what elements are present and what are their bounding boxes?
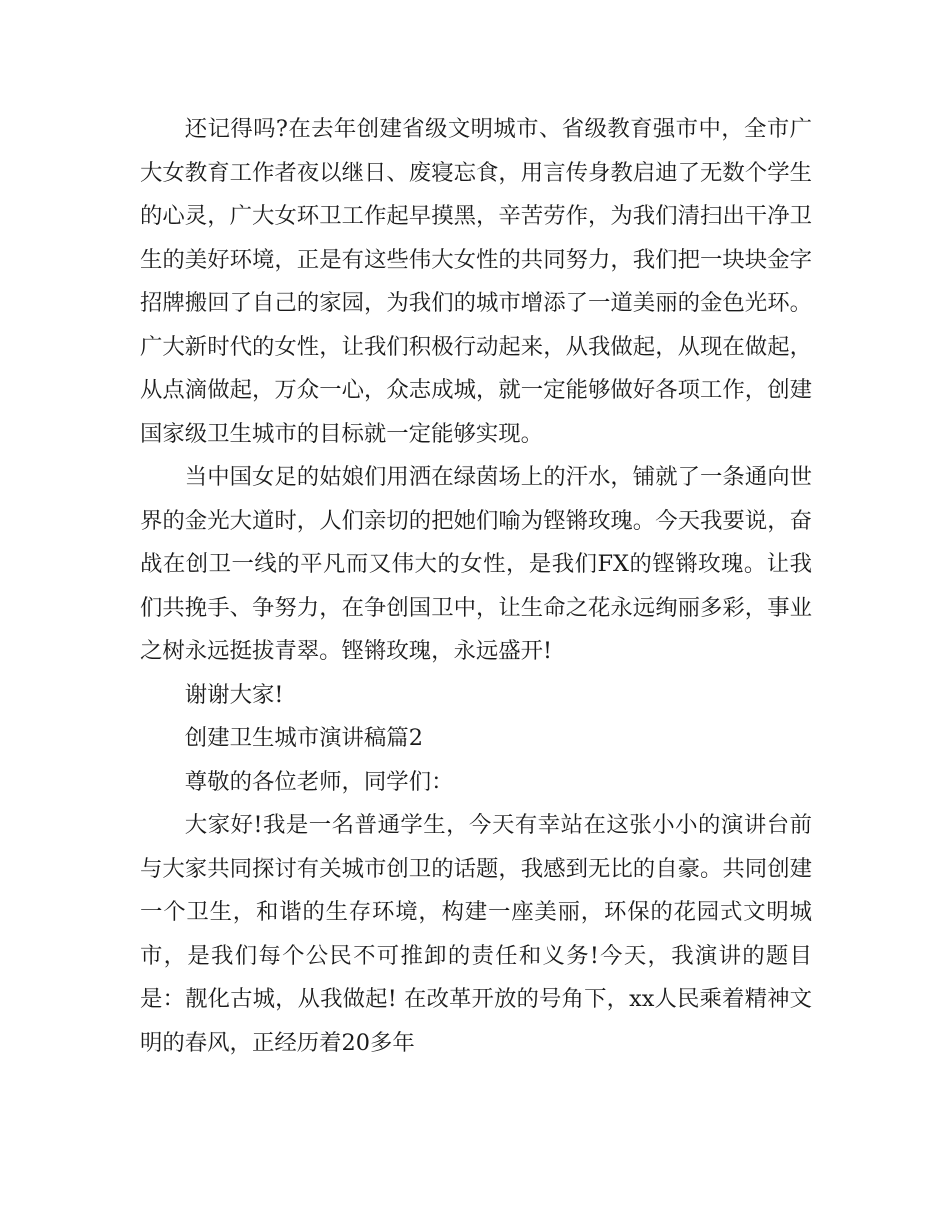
paragraph-3: 大家好!我是一名普通学生，今天有幸站在这张小小的演讲台前与大家共同探讨有关城市创卫的话题，我感到无比的自豪。共同创建一个卫生，和谐的生存环境，构建一座美丽，环保的花园式文明城市，是我们每个公民不可推卸的责任和义务!今天，我演讲的题目是：靓化古城，从我做起! 在改革开放的号角下，xx人民乘着精神文明的春风，正经历着20多年 (140, 812, 812, 1056)
paragraph-2: 当中国女足的姑娘们用洒在绿茵场上的汗水，铺就了一条通向世界的金光大道时，人们亲切的把她们喻为铿锵玫瑰。今天我要说，奋战在创卫一线的平凡而又伟大的女性，是我们FX的铿锵玫瑰。让我们共挽手、争努力，在争创国卫中，让生命之花永远绚丽多彩，事业之树永远挺拔青翠。铿锵玫瑰，永远盛开! (140, 464, 812, 664)
document-page (140, 108, 812, 1065)
salutation: 尊敬的各位老师，同学们： (184, 768, 454, 795)
paragraph-1: 还记得吗?在去年创建省级文明城市、省级教育强市中，全市广大女教育工作者夜以继日、废寝忘食，用言传身教启迪了无数个学生的心灵，广大女环卫工作起早摸黑，辛苦劳作，为我们清扫出干净卫生的美好环境，正是有这些伟大女性的共同努力，我们把一块块金字招牌搬回了自己的家园，为我们的城市增添了一道美丽的金色光环。广大新时代的女性，让我们积极行动起来，从我做起，从现在做起，从点滴做起，万众一心，众志成城，就一定能够做好各项工作，创建国家级卫生城市的目标就一定能够实现。 (140, 116, 812, 447)
section-title: 创建卫生城市演讲稿篇2 (184, 725, 423, 751)
paragraph-thanks: 谢谢大家! (184, 681, 284, 708)
